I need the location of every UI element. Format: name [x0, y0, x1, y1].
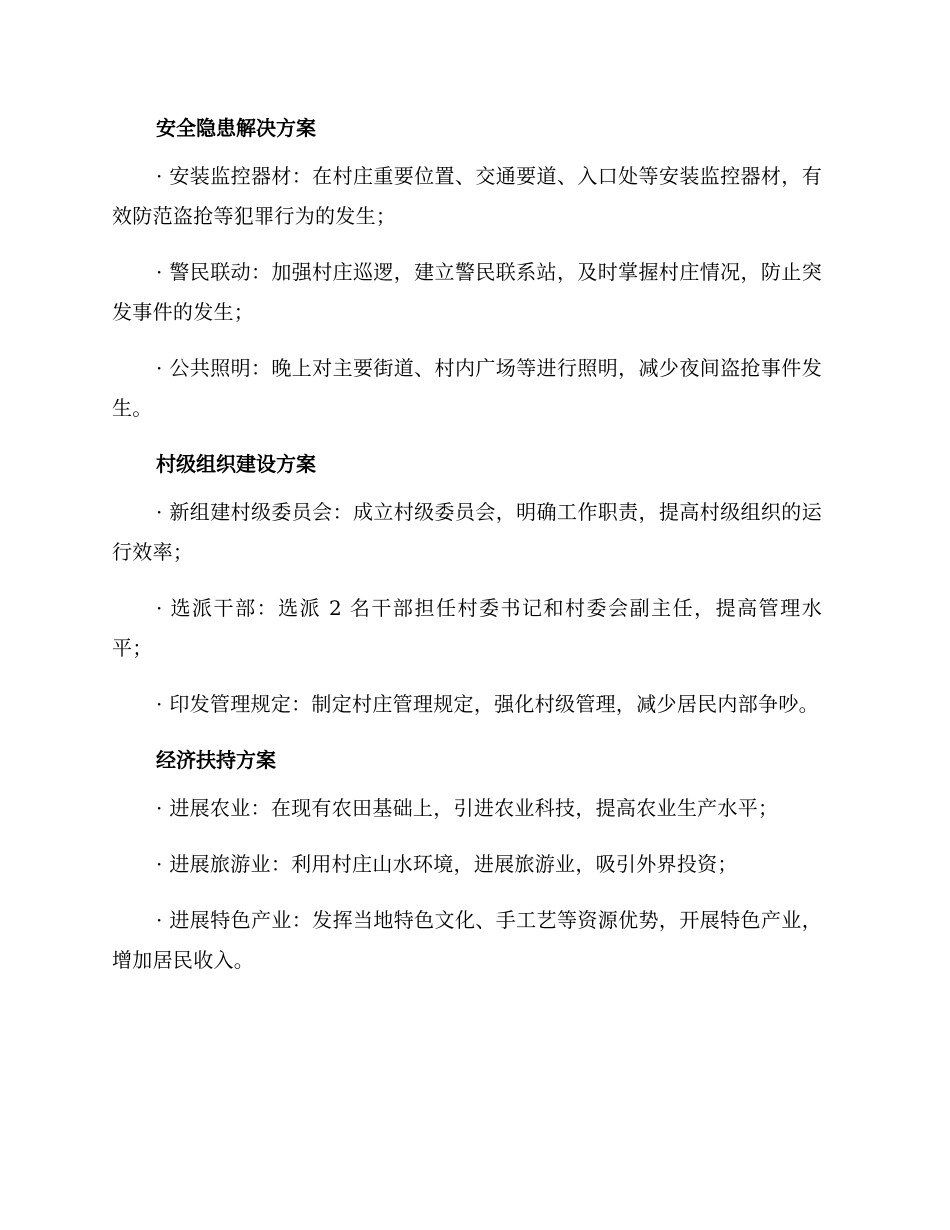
list-item: · 安装监控器材：在村庄重要位置、交通要道、入口处等安装监控器材，有效防范盗抢等犯罪行为的发生； — [112, 164, 822, 228]
list-item: · 警民联动：加强村庄巡逻，建立警民联系站，及时掌握村庄情况，防止突发事件的发生； — [112, 260, 822, 324]
list-item: · 进展特色产业：发挥当地特色文化、手工艺等资源优势，开展特色产业，增加居民收入。 — [112, 908, 822, 972]
list-item: · 选派干部：选派 2 名干部担任村委书记和村委会副主任，提高管理水平； — [112, 596, 822, 660]
list-item: · 新组建村级委员会：成立村级委员会，明确工作职责，提高村级组织的运行效率； — [112, 500, 822, 564]
section-village-organization — [112, 444, 822, 724]
section-heading: 村级组织建设方案 — [156, 452, 316, 476]
list-item: · 印发管理规定：制定村庄管理规定，强化村级管理，减少居民内部争吵。 — [156, 692, 819, 716]
list-item: · 公共照明：晚上对主要街道、村内广场等进行照明，减少夜间盗抢事件发生。 — [112, 356, 822, 420]
list-item: · 进展农业：在现有农田基础上，引进农业科技，提高农业生产水平； — [156, 796, 779, 820]
section-heading: 经济扶持方案 — [156, 748, 276, 772]
list-item: · 进展旅游业：利用村庄山水环境，进展旅游业，吸引外界投资； — [156, 852, 738, 876]
section-heading: 安全隐患解决方案 — [156, 116, 316, 140]
section-safety — [112, 108, 822, 428]
section-economic-support — [112, 740, 822, 980]
document-body — [112, 108, 822, 996]
